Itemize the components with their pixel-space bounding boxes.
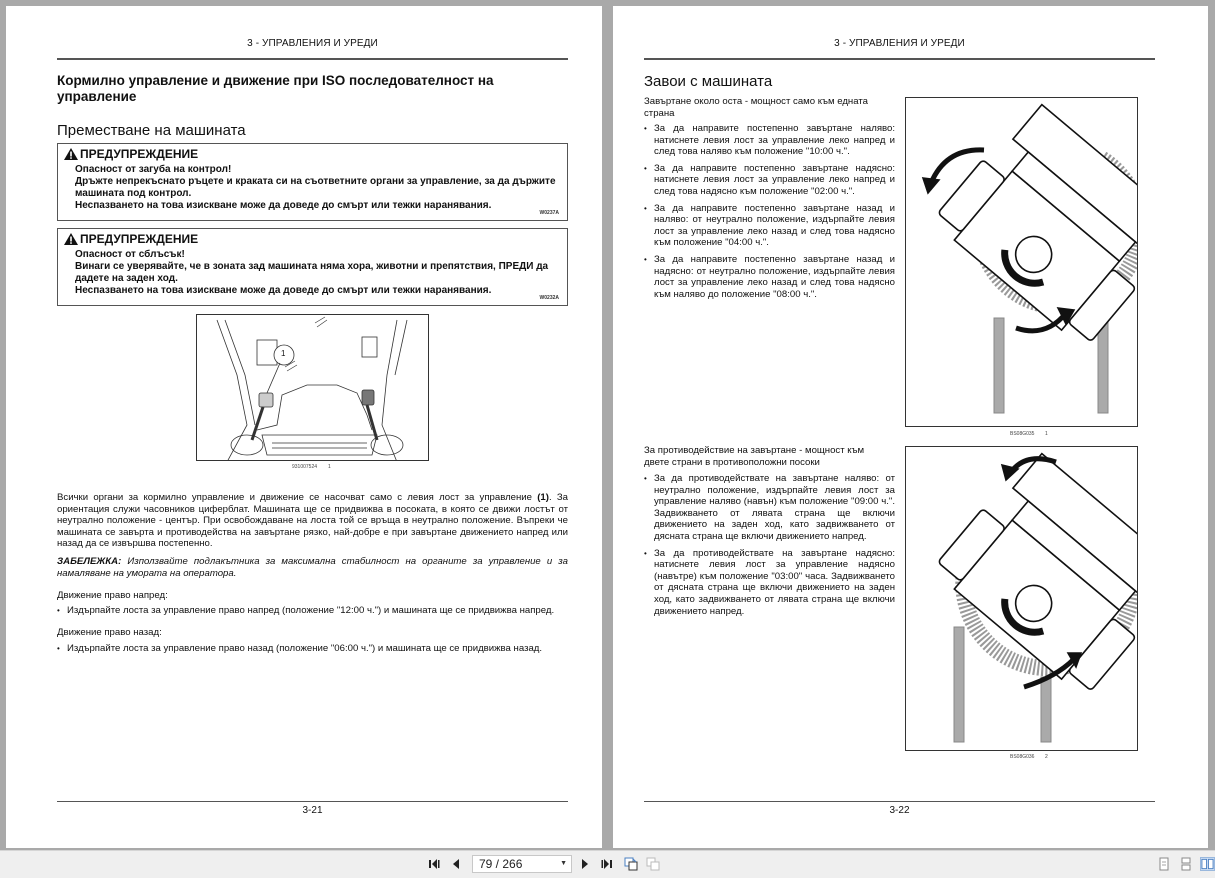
first-page-button[interactable] bbox=[427, 857, 441, 871]
running-head: 3 - УПРАВЛЕНИЯ И УРЕДИ bbox=[247, 38, 378, 49]
header-rule bbox=[57, 58, 568, 60]
warning-triangle-icon bbox=[64, 148, 78, 160]
warning-body: Опасност от сблъсък! Винаги се уверявайте, че в зоната зад машината няма хора, животни и препятствия, ПРЕДИ да дадете на заден ход. Неспазването на това изискване може да доведе до смърт или тежки наранявания. bbox=[75, 249, 549, 296]
list-item: • За да противодействате на завъртане наляво: от неутрално положение, издърпайте левия лост за управление наляво (навън) към положение "09:00 ч.". Задвижването от лявата страна ще включи движението на заден ход, като задвижването от дясната страна ще включи движението напред. bbox=[644, 473, 895, 543]
fit-page-button[interactable] bbox=[624, 857, 638, 871]
skid-steer-pivot-illustration bbox=[906, 98, 1138, 427]
first-page-icon bbox=[427, 857, 441, 871]
note-paragraph: ЗАБЕЛЕЖКА: Използвайте подлакътника за максимална стабилност на органите за управление и за намаляване на умората на оператора. bbox=[57, 556, 568, 579]
list-item: • За да направите постепенно завъртане назад и наляво: от неутрално положение, издърпайте левия лост за управление леко назад и след това надясно към положение "04:00 ч.". bbox=[644, 203, 895, 249]
reverse-heading: Движение право назад: bbox=[57, 627, 162, 638]
counter-rotation-list bbox=[644, 473, 895, 622]
page-number-select[interactable]: 79 / 266 ▼ bbox=[472, 855, 572, 873]
cab-interior-illustration bbox=[197, 315, 429, 461]
figure-code: 931007524 bbox=[292, 464, 318, 470]
list-item: • Издърпайте лоста за управление право назад (положение "06:00 ч.") и машината ще се придвижва назад. bbox=[57, 643, 568, 655]
section-subtitle: Преместване на машината bbox=[57, 122, 246, 139]
single-page-icon bbox=[1157, 857, 1171, 871]
figure-callout: 1 bbox=[281, 349, 286, 358]
figure-number: 1 bbox=[328, 464, 331, 470]
warning-triangle-icon bbox=[64, 233, 78, 245]
previous-page-button[interactable] bbox=[449, 857, 463, 871]
forward-list bbox=[57, 605, 568, 622]
body-paragraph: Всички органи за кормилно управление и движение се насочват само с левия лост за управление (1). За ориентация служи часовников циферблат. Машината ще се придвижва в посоката, в която се движи лостът от неутрално положение - център. При освобождаване на лоста той се връща в неутрално положение. Въпреки че машината се завърта и противодейства на завъртане рязко, най-добре е при завъртане движението напред или назад да се извършва постепенно. bbox=[57, 492, 568, 550]
running-head: 3 - УПРАВЛЕНИЯ И УРЕДИ bbox=[834, 38, 965, 49]
list-item: • За да направите постепенно завъртане наляво: натиснете левия лост за управление леко напред и след това наляво към положение "10:00 ч.". bbox=[644, 123, 895, 158]
left-page bbox=[6, 6, 602, 848]
header-rule bbox=[644, 58, 1155, 60]
pivot-turn-figure bbox=[905, 97, 1138, 427]
page-number: 3-22 bbox=[889, 805, 910, 816]
reverse-list bbox=[57, 643, 568, 660]
fit-page-icon bbox=[624, 857, 638, 871]
last-page-button[interactable] bbox=[600, 857, 614, 871]
two-page-view-button[interactable] bbox=[1200, 857, 1215, 871]
skid-steer-counter-rotation-illustration bbox=[906, 447, 1138, 751]
two-page-view-icon bbox=[1201, 857, 1214, 871]
list-item: • За да направите постепенно завъртане назад и надясно: от неутрално положение, издърпайте левия лост за управление леко назад и след това надясно към наляво до положение "08:00 ч.". bbox=[644, 254, 895, 300]
figure-code: BS08G036 bbox=[1010, 754, 1035, 760]
list-item: • За да направите постепенно завъртане надясно: натиснете левия лост за управление леко напред и след това надясно към положение "02:00 ч.". bbox=[644, 163, 895, 198]
page-number: 3-21 bbox=[302, 805, 323, 816]
figure-number: 1 bbox=[1045, 431, 1048, 437]
footer-rule bbox=[57, 801, 568, 802]
chevron-down-icon: ▼ bbox=[560, 860, 567, 867]
last-page-icon bbox=[600, 857, 614, 871]
right-page bbox=[613, 6, 1208, 848]
forward-heading: Движение право напред: bbox=[57, 590, 168, 601]
figure-number: 2 bbox=[1045, 754, 1048, 760]
warning-box-2 bbox=[57, 228, 568, 306]
warning-code: W0237A bbox=[539, 210, 559, 216]
pivot-turn-list bbox=[644, 123, 895, 305]
continuous-scroll-icon bbox=[646, 857, 660, 871]
single-page-view-button[interactable] bbox=[1157, 857, 1171, 871]
section-title: Кормилно управление и движение при ISO последователност на управление bbox=[57, 73, 494, 104]
warning-code: W0232A bbox=[539, 295, 559, 301]
next-page-icon bbox=[578, 857, 592, 871]
figure-code: BS08G035 bbox=[1010, 431, 1035, 437]
continuous-scroll-button[interactable] bbox=[646, 857, 660, 871]
continuous-view-icon bbox=[1179, 857, 1193, 871]
list-item: • За да противодействате на завъртане надясно: натиснете левия лост за управление надясно (навътре) към положение "03:00" часа. Задвижването от дясната страна ще включи движението на заден ход, като задвижването от лявата страна ще включи движението напред. bbox=[644, 548, 895, 618]
warning-body: Опасност от загуба на контрол! Дръжте непрекъснато ръцете и краката си на съответните органи за управление, за да държите машината под контрол. Неспазването на това изискване може да доведе до смърт или тежки наранявания. bbox=[75, 164, 556, 211]
pivot-turn-heading: Завъртане около оста - мощност само към едната страна bbox=[644, 96, 868, 119]
footer-rule bbox=[644, 801, 1155, 802]
warning-title: ПРЕДУПРЕЖДЕНИЕ bbox=[64, 147, 561, 161]
viewer-toolbar bbox=[0, 850, 1215, 878]
section-title: Завои с машината bbox=[644, 73, 773, 90]
continuous-view-button[interactable] bbox=[1179, 857, 1193, 871]
cab-controls-figure bbox=[196, 314, 429, 461]
list-item: • Издърпайте лоста за управление право напред (положение "12:00 ч.") и машината ще се придвижва напред. bbox=[57, 605, 568, 617]
previous-page-icon bbox=[449, 857, 463, 871]
counter-rotation-figure bbox=[905, 446, 1138, 751]
warning-title: ПРЕДУПРЕЖДЕНИЕ bbox=[64, 232, 561, 246]
counter-rotation-heading: За противодействие на завъртане - мощност към двете страни в противоположни посоки bbox=[644, 445, 865, 468]
next-page-button[interactable] bbox=[578, 857, 592, 871]
warning-box-1 bbox=[57, 143, 568, 221]
